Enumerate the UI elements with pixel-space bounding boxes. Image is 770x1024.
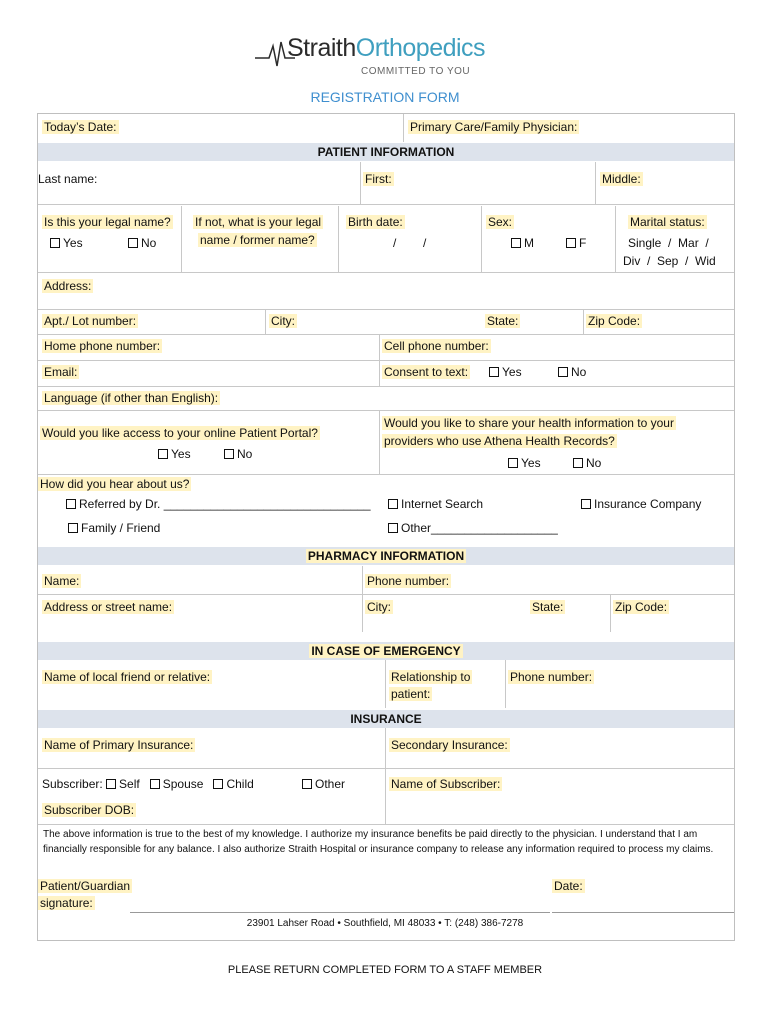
- insurance-header: INSURANCE: [38, 710, 734, 728]
- address-label: Address:: [44, 279, 92, 293]
- marital-options-2: Div / Sep / Wid: [623, 254, 716, 268]
- return-instruction: PLEASE RETURN COMPLETED FORM TO A STAFF MEMBER: [227, 964, 543, 976]
- legal-name-question: Is this your legal name?: [44, 215, 171, 229]
- legal-name-no[interactable]: No: [128, 236, 156, 250]
- legal-name-yes[interactable]: Yes: [50, 236, 83, 250]
- pharmacy-city-label: City:: [367, 600, 391, 614]
- language-label: Language (if other than English):: [44, 391, 219, 405]
- first-name-label: First:: [365, 172, 392, 186]
- cell-phone-label: Cell phone number:: [384, 339, 489, 353]
- subscriber-child[interactable]: Child: [213, 777, 253, 791]
- pharmacy-state-label: State:: [532, 600, 564, 614]
- checkbox-icon: [224, 449, 234, 459]
- logo-text: StraithOrthopedics: [287, 34, 486, 62]
- pharmacy-zip-label: Zip Code:: [615, 600, 668, 614]
- internet-search-option[interactable]: Internet Search: [388, 497, 483, 511]
- share-question-1: Would you like to share your health information to your: [384, 416, 674, 430]
- checkbox-icon: [511, 238, 521, 248]
- subscriber-dob-label: Subscriber DOB:: [44, 803, 135, 817]
- checkbox-icon: [66, 499, 76, 509]
- checkbox-icon: [213, 779, 223, 789]
- primary-physician-label: Primary Care/Family Physician:: [410, 120, 578, 134]
- subscriber-self[interactable]: Self: [106, 777, 140, 791]
- former-name-label-1: If not, what is your legal: [195, 215, 322, 229]
- clinic-address: 23901 Lahser Road • Southfield, MI 48033 • T: (248) 386-7278: [246, 918, 524, 929]
- subscriber-relation-row: Subscriber: Self Spouse Child: [42, 777, 254, 791]
- family-friend-option[interactable]: Family / Friend: [68, 521, 160, 535]
- other-option[interactable]: Other___________________: [388, 521, 558, 535]
- sex-label: Sex:: [488, 215, 513, 229]
- todays-date-label: Today’s Date:: [44, 120, 117, 134]
- marital-options-1: Single / Mar /: [628, 236, 709, 250]
- subscriber-other[interactable]: Other: [302, 777, 345, 791]
- former-name-label-2: name / former name?: [200, 233, 315, 247]
- middle-name-label: Middle:: [602, 172, 641, 186]
- portal-question: Would you like access to your online Patient Portal?: [42, 426, 318, 440]
- referred-by-option[interactable]: Referred by Dr. _______________________________: [66, 497, 371, 511]
- sex-m[interactable]: M: [511, 236, 534, 250]
- last-name-label: Last name:: [38, 172, 98, 186]
- hear-about-label: How did you hear about us?: [40, 477, 190, 491]
- consent-no[interactable]: No: [558, 365, 586, 379]
- subscriber-spouse[interactable]: Spouse: [150, 777, 204, 791]
- share-no[interactable]: No: [573, 456, 601, 470]
- city-label: City:: [271, 314, 295, 328]
- relationship-label-1: Relationship to: [391, 670, 471, 684]
- checkbox-icon: [558, 367, 568, 377]
- state-label: State:: [487, 314, 519, 328]
- form-title: REGISTRATION FORM: [310, 89, 460, 105]
- emergency-contact-label: Name of local friend or relative:: [44, 670, 211, 684]
- home-phone-label: Home phone number:: [44, 339, 161, 353]
- checkbox-icon: [388, 523, 398, 533]
- share-yes[interactable]: Yes: [508, 456, 541, 470]
- signature-date-line[interactable]: [552, 912, 734, 913]
- patient-info-header: PATIENT INFORMATION: [38, 143, 734, 161]
- checkbox-icon: [50, 238, 60, 248]
- emergency-phone-label: Phone number:: [510, 670, 593, 684]
- checkbox-icon: [158, 449, 168, 459]
- checkbox-icon: [128, 238, 138, 248]
- pharmacy-phone-label: Phone number:: [367, 574, 450, 588]
- share-question-2: providers who use Athena Health Records?: [384, 434, 615, 448]
- relationship-label-2: patient:: [391, 687, 431, 701]
- checkbox-icon: [508, 458, 518, 468]
- portal-yes[interactable]: Yes: [158, 447, 191, 461]
- zip-label: Zip Code:: [588, 314, 641, 328]
- sex-f[interactable]: F: [566, 236, 586, 250]
- registration-form: [37, 113, 735, 941]
- marital-status-label: Marital status:: [630, 215, 705, 229]
- consent-text-label: Consent to text:: [384, 365, 469, 379]
- checkbox-icon: [150, 779, 160, 789]
- signature-date-label: Date:: [554, 879, 583, 893]
- portal-no[interactable]: No: [224, 447, 252, 461]
- checkbox-icon: [581, 499, 591, 509]
- checkbox-icon: [106, 779, 116, 789]
- straith-logo: [255, 30, 485, 84]
- consent-paragraph: The above information is true to the best of my knowledge. I authorize my insurance benefits be paid directly to the physician. I understand that I am financially responsible for any balance. I also authorize Straith Hospital or insurance company to release any information required to process my claims.: [43, 829, 714, 855]
- signature-label-2: signature:: [40, 896, 93, 910]
- checkbox-icon: [68, 523, 78, 533]
- birth-date-label: Birth date:: [348, 215, 403, 229]
- pharmacy-name-label: Name:: [44, 574, 80, 588]
- pharmacy-header: PHARMACY INFORMATION: [38, 547, 734, 565]
- secondary-insurance-label: Secondary Insurance:: [391, 738, 508, 752]
- birth-date-slashes: / /: [393, 236, 427, 250]
- email-label: Email:: [44, 365, 78, 379]
- signature-line[interactable]: [130, 912, 550, 913]
- pharmacy-address-label: Address or street name:: [44, 600, 173, 614]
- checkbox-icon: [566, 238, 576, 248]
- consent-yes[interactable]: Yes: [489, 365, 522, 379]
- insurance-company-option[interactable]: Insurance Company: [581, 497, 701, 511]
- checkbox-icon: [302, 779, 312, 789]
- checkbox-icon: [388, 499, 398, 509]
- subscriber-name-label: Name of Subscriber:: [391, 777, 501, 791]
- checkbox-icon: [573, 458, 583, 468]
- signature-label-1: Patient/Guardian: [40, 879, 131, 893]
- checkbox-icon: [489, 367, 499, 377]
- apt-label: Apt./ Lot number:: [44, 314, 137, 328]
- logo-tagline: COMMITTED TO YOU: [361, 66, 471, 77]
- emergency-header: IN CASE OF EMERGENCY: [38, 642, 734, 660]
- primary-insurance-label: Name of Primary Insurance:: [44, 738, 194, 752]
